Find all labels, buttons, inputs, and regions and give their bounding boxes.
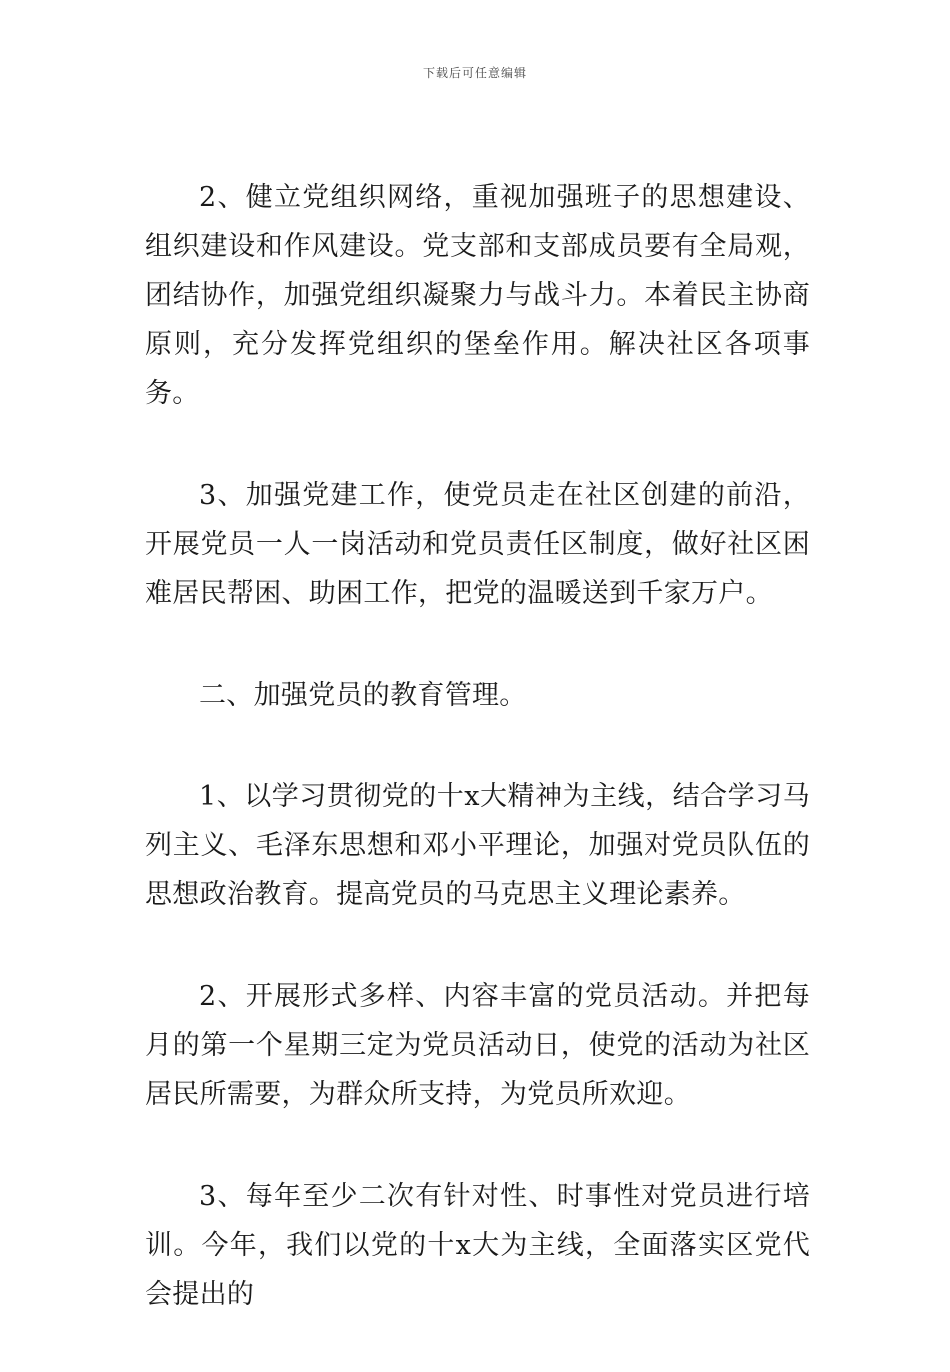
paragraph-training: 3、每年至少二次有针对性、时事性对党员进行培训。今年，我们以党的十x大为主线，全面落实区党代会提出的 (145, 1181, 810, 1310)
paragraph-member-activities: 2、开展形式多样、内容丰富的党员活动。并把每月的第一个星期三定为党员活动日，使党的活动为社区居民所需要，为群众所支持，为党员所欢迎。 (145, 981, 810, 1110)
paragraph-study-theory: 1、以学习贯彻党的十x大精神为主线，结合学习马列主义、毛泽东思想和邓小平理论，加强对党员队伍的思想政治教育。提高党员的马克思主义理论素养。 (145, 781, 810, 910)
section-heading-education: 二、加强党员的教育管理。 (199, 680, 527, 711)
document-body (145, 173, 810, 1372)
paragraph-org-network: 2、健立党组织网络，重视加强班子的思想建设、组织建设和作风建设。党支部和支部成员要有全局观，团结协作，加强党组织凝聚力与战斗力。本着民主协商原则，充分发挥党组织的堡垒作用。解决社区各项事务。 (145, 182, 810, 409)
paragraph-party-building: 3、加强党建工作，使党员走在社区创建的前沿，开展党员一人一岗活动和党员责任区制度，做好社区困难居民帮困、助困工作，把党的温暖送到千家万户。 (145, 480, 810, 609)
page-header: 下载后可任意编辑 (422, 66, 527, 80)
